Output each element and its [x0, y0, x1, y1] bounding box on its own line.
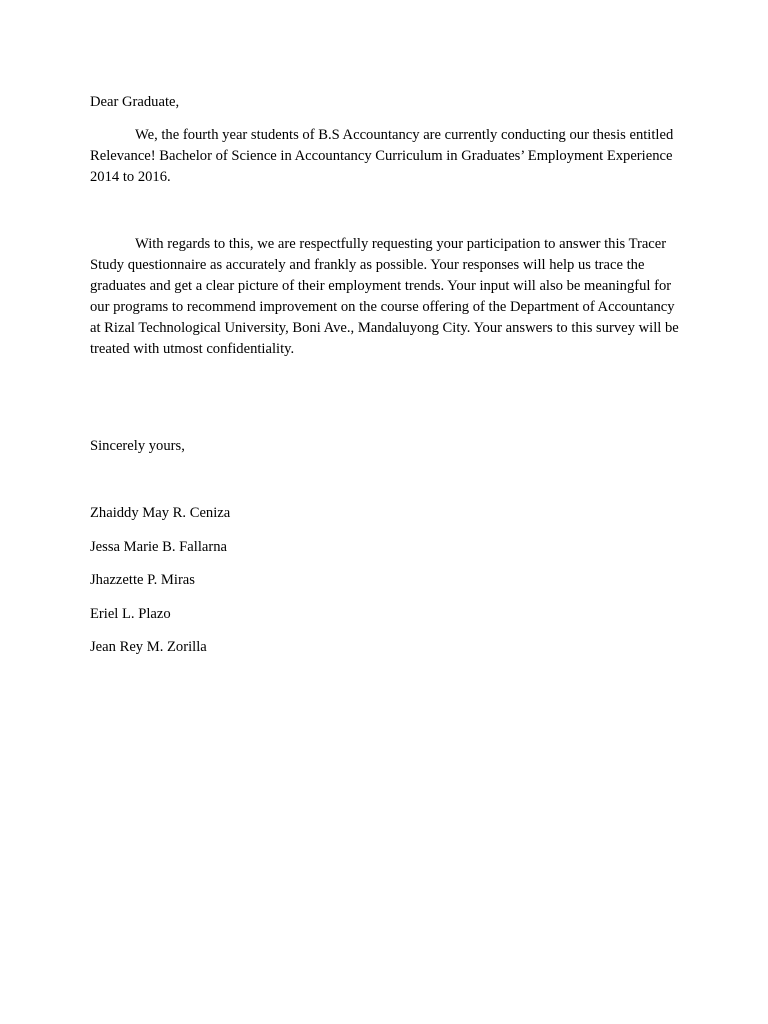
signatory-name: Jhazzette P. Miras — [90, 572, 195, 588]
intro-paragraph: We, the fourth year students of B.S Accountancy are currently conducting our thesis entitled Relevance! Bachelor of Science in Accountancy Curriculum in Graduates’ Employment Experience 2014 to 2016. — [90, 127, 674, 185]
closing: Sincerely yours, — [90, 438, 185, 454]
signatory-name: Zhaiddy May R. Ceniza — [90, 505, 231, 521]
request-paragraph: With regards to this, we are respectfully requesting your participation to answer this Tracer Study questionnaire as accurately and frankly as possible. Your responses will help us trace the graduates and get a clear picture of their employment trends. Your input will also be meaningful for our programs to recommend improvement on the course offering of the Department of Accountancy at Rizal Technological University, Boni Ave., Mandaluyong City. Your answers to this survey will be treated with utmost confidentiality. — [90, 236, 679, 357]
signatory-name: Jessa Marie B. Fallarna — [90, 538, 227, 555]
signatory-name: Eriel L. Plazo — [90, 605, 171, 622]
signatory-name: Jean Rey M. Zorilla — [90, 639, 207, 655]
signatory-list — [90, 503, 230, 671]
salutation: Dear Graduate, — [90, 94, 180, 110]
